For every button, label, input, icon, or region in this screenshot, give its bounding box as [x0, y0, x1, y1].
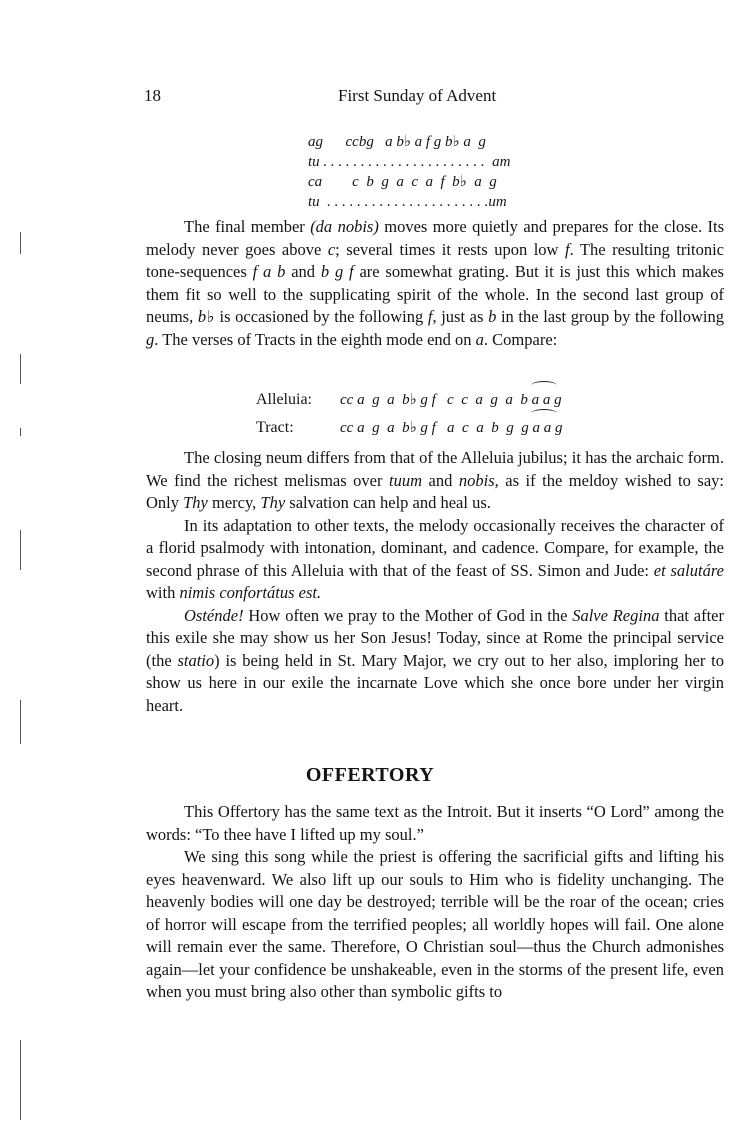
text-span: g [146, 329, 155, 349]
comparison-notes: cc a g a b♭ g f a c a b g g a a g [340, 420, 562, 436]
text-span: . The resulting tritonic tone-sequences [146, 239, 724, 281]
comparison-notes: cc a g a b♭ g f c c a g a b a a g [340, 392, 562, 408]
text-span: The closing neum differs from that of the Alleluia jubilus; it has the archaic form. We find the richest melismas over [146, 448, 724, 490]
margin-mark [20, 232, 21, 254]
text-span: nobis, [458, 470, 499, 490]
text-span: b [488, 307, 497, 326]
text-span: f a b [252, 262, 286, 281]
text-span: in the last group by the following [496, 307, 724, 326]
margin-mark [20, 700, 21, 744]
text-span: with [146, 583, 180, 602]
text-span: , just as [432, 307, 489, 326]
text-span: are somewhat grating. But it is just this which makes them fit so well to the supplicating spirit of the whole. In the second last group of neums, [146, 262, 724, 326]
text-span: The final member [184, 217, 311, 236]
comparison-label: Tract: [256, 419, 294, 436]
text-span: Osténde! [184, 605, 244, 625]
text-span: Thy [183, 493, 208, 512]
margin-mark [20, 530, 21, 570]
melody-block [308, 132, 511, 212]
margin-mark [20, 1040, 21, 1120]
body-text-middle [146, 447, 724, 717]
paragraph-adaptation [146, 515, 724, 605]
margin-mark [20, 428, 21, 436]
text-span: c [327, 239, 336, 259]
text-span: In its adaptation to other texts, the melody occasionally receives the character of a florid psalmody with intonation, dominant, and cadence. Compare, for example, the second phrase of this Alleluia with that of the feast of SS. Simon and Jude: [146, 515, 724, 580]
text-span: b g f [320, 262, 354, 281]
text-span: Salve Regina [572, 605, 660, 625]
text-span: Thy [260, 493, 286, 512]
paragraph-closing-neum [146, 447, 724, 515]
melody-line: ag ccbg a b♭ a f g b♭ a g [308, 134, 486, 150]
body-text-offertory [146, 801, 724, 1004]
text-span: mercy, [207, 493, 261, 512]
running-title: First Sunday of Advent [338, 86, 497, 105]
comparison-row-alleluia [256, 386, 562, 414]
margin-mark [20, 354, 21, 384]
text-span: statio [177, 650, 215, 670]
text-span: as if the meldoy wished to say: Only [146, 470, 724, 512]
text-span: f [564, 239, 570, 259]
melody-line: tu . . . . . . . . . . . . . . . . . . . . . .um [308, 194, 507, 210]
body-text-top [146, 216, 724, 351]
page-number: 18 [144, 86, 161, 105]
text-span: ) is being held in St. Mary Major, we cry out to her also, imploring her to show us here in our exile the incarnate Love which she once bore under her virgin heart. [146, 650, 724, 715]
text-span: et salutáre [653, 560, 724, 580]
paragraph-final-member [146, 216, 724, 351]
comparison-label: Alleluia: [256, 391, 312, 408]
text-span: How often we pray to the Mother of God in the [243, 605, 573, 625]
text-span: (da nobis) [310, 217, 379, 236]
text-span: and [422, 470, 459, 490]
text-span: b♭ [197, 307, 215, 326]
text-span: and [285, 262, 321, 281]
paragraph-offertory-song: We sing this song while the priest is offering the sacrificial gifts and lifting his eyes heavenward. We also lift up our souls to Him who is fidelity unchanging. The heavenly bodies will one day be destroyed; terrible will be the roar of the ocean; cries of horror will escape from the terrified peoples; all worldly hopes will fail. One alone will remain ever the same. Therefore, O Christian soul—thus the Church admonishes again—let your confidence be unshakeable, even in the storms of the present life, even when you must bring also other than symbolic gifts to [146, 847, 724, 1001]
text-span: a [475, 329, 484, 349]
text-span: . The verses of Tracts in the eighth mode end on [154, 329, 476, 349]
text-span: f [427, 307, 433, 326]
melody-comparison [256, 386, 562, 442]
text-span: is occasioned by the following [214, 307, 428, 326]
comparison-row-tract [256, 414, 562, 442]
text-span: tuum [389, 470, 423, 490]
text-span: that after this exile she may show us her Son Jesus! Today, since at Rome the principal service (the [146, 605, 724, 670]
text-span: moves more quietly and prepares for the close. Its melody never goes above [146, 217, 725, 259]
text-span: nimis confortátus est. [179, 583, 322, 602]
section-title-offertory: OFFERTORY [305, 764, 435, 786]
text-span: ; several times it rests upon low [335, 239, 565, 259]
paragraph-ostende [146, 605, 724, 718]
melody-line: tu . . . . . . . . . . . . . . . . . . . . . . am [308, 154, 511, 170]
text-span: salvation can help and heal us. [285, 493, 491, 512]
text-span: . Compare: [483, 329, 558, 349]
paragraph-offertory-intro: This Offertory has the same text as the Introit. But it inserts “O Lord” among the words: “To thee have I lifted up my soul.” [146, 802, 724, 844]
melody-line: ca c b g a c a f b♭ a g [308, 174, 497, 190]
